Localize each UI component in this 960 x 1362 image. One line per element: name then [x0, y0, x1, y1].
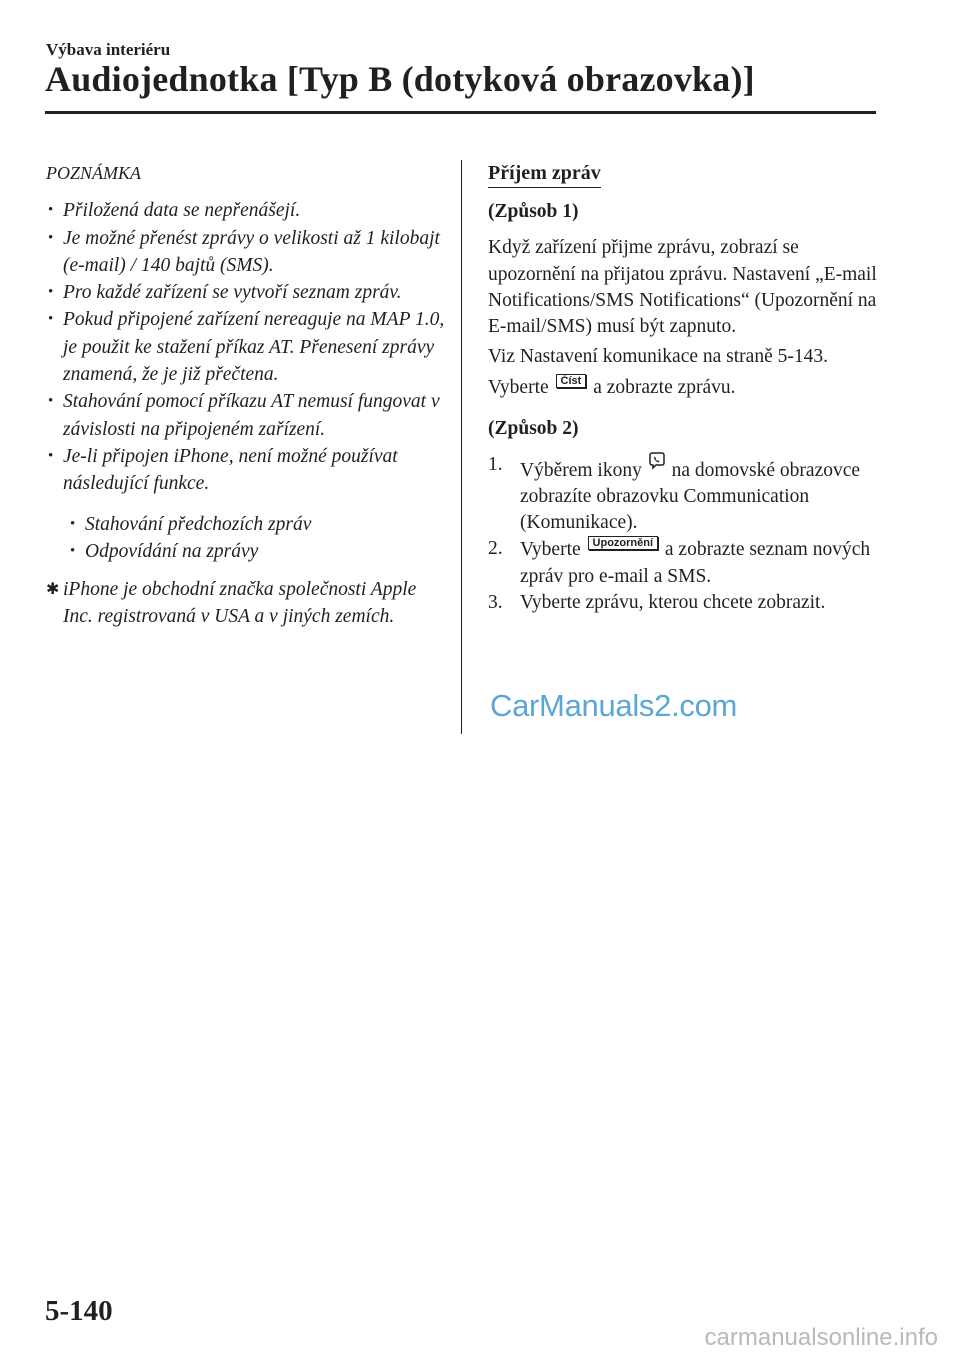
read-button[interactable]: Číst [556, 374, 587, 388]
header-rule [45, 111, 876, 114]
note-bullet-text: Přiložená data se nepřenášejí. [63, 200, 301, 222]
note-bullet [46, 279, 446, 306]
step-item [488, 452, 888, 537]
select-prefix: Vyberte [488, 377, 549, 399]
method2-steps [488, 452, 888, 616]
select-suffix: a zobrazte zprávu. [593, 377, 736, 399]
receive-column [488, 160, 888, 616]
note-bullet-text: Stahování pomocí příkazu AT nemusí fungovat v závislosti na připojeném zařízení. [63, 391, 440, 440]
bullet-dot-icon: • [48, 229, 54, 246]
step-suffix: a zobrazte seznam nových zpráv pro e-mail a SMS. [520, 539, 871, 587]
section-label: Výbava interiéru [46, 40, 171, 59]
note-title: POZNÁMKA [46, 163, 142, 183]
bullet-dot-icon: • [70, 515, 76, 532]
note-bullet-text: Pokud připojené zařízení nereaguje na MAP 1.0, je použit ke stažení příkaz AT. Přenesení zprávy znamená, že je již přečtena. [63, 309, 445, 386]
bullet-dot-icon: • [70, 542, 76, 559]
note-sub-bullet-text: Odpovídání na zprávy [85, 540, 259, 562]
site-watermark: carmanualsonline.info [704, 1324, 938, 1351]
note-bullet-text: Pro každé zařízení se vytvoří seznam zpráv. [63, 282, 402, 304]
note-bullet [46, 225, 446, 280]
footnote [46, 576, 446, 631]
note-sub-bullet-text: Stahování předchozích zpráv [85, 513, 312, 535]
method2-label: (Způsob 2) [488, 417, 579, 439]
note-bullet-text: Je možné přenést zprávy o velikosti až 1 kilobajt (e-mail) / 140 bajtů (SMS). [63, 227, 440, 276]
note-sub-bullet [68, 511, 446, 538]
note-sub-list [68, 511, 446, 566]
method1-reference: Viz Nastavení komunikace na straně 5-143. [488, 346, 828, 368]
bullet-dot-icon: • [48, 202, 54, 219]
note-sub-bullet [68, 538, 446, 565]
note-column [46, 160, 446, 631]
receive-heading: Příjem zpráv [488, 160, 601, 188]
bullet-dot-icon: • [48, 447, 54, 464]
step-suffix: na domovské obrazovce zobrazíte obrazovku Communication (Komunikace). [520, 459, 861, 534]
notifications-button[interactable]: Upozornění [588, 536, 659, 550]
note-bullet [46, 443, 446, 498]
footnote-text: iPhone je obchodní značka společnosti Apple Inc. registrovaná v USA a v jiných zemích. [63, 579, 417, 628]
column-divider [461, 160, 462, 734]
method1-select-line [488, 374, 888, 401]
step-prefix: Vyberte [520, 539, 581, 561]
note-bullet [46, 197, 446, 224]
note-bullet [46, 388, 446, 443]
chapter-title: Audiojednotka [Typ B (dotyková obrazovka)] [45, 59, 755, 99]
bullet-dot-icon: • [48, 311, 54, 328]
asterisk-icon: ✱ [46, 581, 60, 599]
note-bullet-text: Je-li připojen iPhone, není možné používat následující funkce. [63, 445, 398, 495]
method1-label: (Způsob 1) [488, 201, 579, 223]
step-item [488, 536, 888, 589]
page-number: 5-140 [45, 1295, 113, 1327]
carmanuals-watermark: CarManuals2.com [490, 688, 738, 723]
bullet-dot-icon: • [48, 284, 54, 301]
step-number: 1. [488, 453, 503, 475]
method1-text: Když zařízení přijme zprávu, zobrazí se upozornění na přijatou zprávu. Nastavení „E-mail Notifications/SMS Notifications“ (Upozornění na E-mail/SMS) musí být zapnuto. [488, 237, 877, 338]
step-item [488, 590, 888, 616]
step-number: 2. [488, 538, 503, 560]
step-text: Vyberte zprávu, kterou chcete zobrazit. [520, 591, 826, 613]
bullet-dot-icon: • [48, 393, 54, 410]
step-prefix: Výběrem ikony [520, 459, 642, 481]
step-number: 3. [488, 591, 503, 613]
communication-icon[interactable] [649, 452, 665, 472]
note-bullet [46, 306, 446, 388]
